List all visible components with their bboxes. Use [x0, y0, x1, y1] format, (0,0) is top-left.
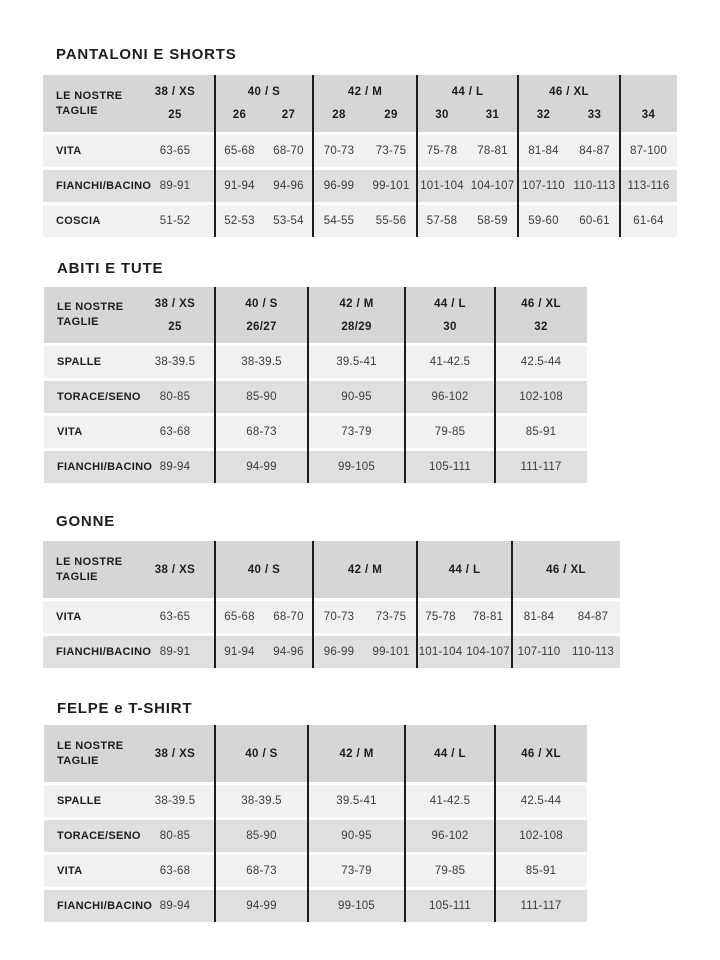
- value-cell: 55-56: [375, 215, 407, 227]
- group-divider-line: [416, 75, 418, 237]
- size-number: 32: [534, 320, 548, 333]
- corner-label-line: TAGLIE: [56, 570, 98, 583]
- size-label: 44 / L: [434, 297, 466, 310]
- size-table: [44, 287, 587, 483]
- corner-label: [44, 725, 135, 782]
- value-cell: 99-105: [337, 900, 375, 912]
- group-divider-line: [312, 541, 314, 668]
- size-group: [495, 725, 587, 782]
- size-label: 44 / L: [451, 86, 484, 98]
- size-numbers-row: [620, 108, 677, 122]
- group-divider-line: [416, 541, 418, 668]
- value-cell: 96-102: [431, 830, 469, 842]
- value-cell: 94-99: [246, 900, 277, 912]
- value-cell: 63-68: [159, 426, 191, 438]
- size-label: 38 / XS: [154, 86, 196, 98]
- value-cell: 53-54: [273, 215, 304, 227]
- value-cell: 79-85: [434, 426, 466, 438]
- size-label: 46 / XL: [521, 747, 561, 760]
- value-cell: 87-100: [629, 145, 667, 157]
- corner-label-line: TAGLIE: [57, 316, 99, 328]
- size-number: 29: [384, 109, 398, 121]
- size-group: [215, 541, 313, 598]
- value-cell: 85-90: [246, 830, 277, 842]
- value-cell: 63-65: [159, 145, 191, 157]
- size-label: 46 / XL: [521, 297, 561, 310]
- size-label: [620, 85, 677, 99]
- value-cell: 84-87: [579, 145, 610, 157]
- value-cell: 99-101: [372, 180, 410, 192]
- value-cell: 68-70: [273, 145, 304, 157]
- value-cell: 63-65: [159, 611, 191, 623]
- value-cell: 41-42.5: [429, 795, 471, 807]
- row-label: VITA: [56, 145, 82, 157]
- size-group: [417, 541, 512, 598]
- table-header: [44, 725, 587, 782]
- table-row: [43, 205, 677, 237]
- value-cell: 73-75: [375, 611, 407, 623]
- value-cell: 94-96: [273, 180, 304, 192]
- group-divider-line: [307, 725, 309, 922]
- size-group: [518, 75, 620, 132]
- corner-label: [43, 541, 135, 598]
- size-number: 25: [168, 320, 182, 333]
- value-cell: 80-85: [159, 391, 191, 403]
- size-numbers-row: [215, 108, 313, 122]
- size-label: 38 / XS: [154, 563, 196, 576]
- size-number: 31: [485, 109, 500, 121]
- table-row: [44, 820, 587, 852]
- value-cell: 65-68: [224, 611, 255, 623]
- size-numbers-row: [215, 320, 308, 334]
- value-cell: 68-73: [246, 426, 277, 438]
- value-cell: 54-55: [323, 215, 355, 227]
- value-cell: 58-59: [477, 215, 508, 227]
- row-label: FIANCHI/BACINO: [57, 900, 153, 912]
- size-number: 32: [536, 109, 551, 121]
- value-cell: 85-91: [525, 865, 557, 877]
- size-number: 28/29: [341, 320, 372, 333]
- table-row: [44, 785, 587, 817]
- value-cell: 101-104: [418, 646, 463, 658]
- corner-label: [43, 75, 135, 132]
- size-number: 28: [332, 109, 346, 121]
- row-label: VITA: [57, 426, 83, 438]
- group-divider-line: [511, 541, 513, 668]
- table-row: [44, 346, 587, 378]
- table-header: [44, 287, 587, 343]
- value-cell: 81-84: [528, 145, 559, 157]
- value-cell: 75-78: [426, 145, 458, 157]
- size-table: [43, 75, 677, 237]
- group-divider-line: [404, 287, 406, 483]
- section-title: FELPE e T-SHIRT: [57, 700, 193, 717]
- value-cell: 104-107: [470, 180, 515, 192]
- size-group: [135, 541, 215, 598]
- group-divider-line: [517, 75, 519, 237]
- size-label: 40 / S: [245, 297, 278, 310]
- value-cell: 110-113: [573, 180, 616, 192]
- size-number: 25: [168, 109, 182, 121]
- size-number: 33: [587, 109, 602, 121]
- row-label: FIANCHI/BACINO: [56, 180, 152, 192]
- row-label: VITA: [56, 611, 82, 623]
- size-group: [405, 725, 495, 782]
- size-label: 42 / M: [347, 86, 383, 98]
- value-cell: 70-73: [323, 145, 355, 157]
- row-label: COSCIA: [56, 215, 101, 227]
- value-cell: 80-85: [159, 830, 191, 842]
- size-label: 40 / S: [247, 563, 281, 576]
- corner-label-line: LE NOSTRE: [56, 89, 123, 102]
- value-cell: 85-90: [246, 391, 277, 403]
- value-cell: 89-94: [159, 461, 191, 473]
- value-cell: 84-87: [577, 611, 609, 623]
- value-cell: 68-73: [246, 865, 277, 877]
- section-title: GONNE: [56, 513, 116, 530]
- value-cell: 94-96: [273, 646, 304, 658]
- value-cell: 70-73: [323, 611, 355, 623]
- value-cell: 63-68: [159, 865, 191, 877]
- value-cell: 39.5-41: [336, 795, 377, 807]
- group-divider-line: [494, 287, 496, 483]
- corner-label-line: LE NOSTRE: [57, 739, 124, 752]
- size-number: 26: [232, 109, 247, 121]
- value-cell: 104-107: [466, 646, 510, 658]
- table-row: [44, 381, 587, 413]
- value-cell: 78-81: [477, 145, 508, 157]
- value-cell: 42.5-44: [520, 795, 562, 807]
- group-divider-line: [214, 287, 216, 483]
- value-cell: 90-95: [341, 830, 372, 842]
- value-cell: 107-110: [522, 180, 565, 192]
- row-label: SPALLE: [57, 795, 102, 807]
- value-cell: 78-81: [472, 611, 504, 623]
- value-cell: 79-85: [434, 865, 466, 877]
- value-cell: 38-39.5: [241, 356, 282, 368]
- value-cell: 65-68: [224, 145, 255, 157]
- size-group: [215, 287, 308, 343]
- value-cell: 73-75: [375, 145, 407, 157]
- value-cell: 85-91: [525, 426, 557, 438]
- size-label: 44 / L: [434, 747, 466, 760]
- size-number: 34: [641, 109, 656, 121]
- size-numbers-row: [135, 108, 215, 122]
- value-cell: 60-61: [579, 215, 610, 227]
- value-cell: 51-52: [159, 215, 191, 227]
- value-cell: 52-53: [224, 215, 255, 227]
- value-cell: 96-99: [323, 180, 355, 192]
- table-row: [44, 855, 587, 887]
- size-table: [44, 725, 587, 922]
- size-group: [308, 725, 405, 782]
- size-group: [135, 75, 215, 132]
- value-cell: 90-95: [341, 391, 372, 403]
- size-group: [405, 287, 495, 343]
- size-number: 26/27: [246, 320, 277, 333]
- size-number: 27: [281, 109, 296, 121]
- value-cell: 96-99: [323, 646, 355, 658]
- value-cell: 91-94: [224, 180, 255, 192]
- size-numbers-row: [313, 108, 417, 122]
- size-numbers-row: [518, 108, 620, 122]
- table-row: [43, 170, 677, 202]
- group-divider-line: [404, 725, 406, 922]
- value-cell: 89-94: [159, 900, 191, 912]
- value-cell: 99-105: [337, 461, 375, 473]
- row-label: TORACE/SENO: [57, 391, 141, 403]
- group-divider-line: [214, 541, 216, 668]
- size-group: [308, 287, 405, 343]
- value-cell: 89-91: [159, 180, 191, 192]
- value-cell: 111-117: [520, 461, 562, 473]
- size-group: [620, 75, 677, 132]
- table-row: [43, 636, 620, 668]
- value-cell: 81-84: [523, 611, 555, 623]
- corner-label-line: TAGLIE: [56, 104, 98, 117]
- group-divider-line: [312, 75, 314, 237]
- corner-label-line: LE NOSTRE: [56, 555, 123, 568]
- group-divider-line: [307, 287, 309, 483]
- size-group: [313, 541, 417, 598]
- size-label: 44 / L: [448, 563, 481, 576]
- row-label: FIANCHI/BACINO: [56, 646, 152, 658]
- table-row: [44, 451, 587, 483]
- value-cell: 102-108: [519, 391, 563, 403]
- size-group: [215, 725, 308, 782]
- value-cell: 94-99: [246, 461, 277, 473]
- corner-label-line: LE NOSTRE: [57, 301, 124, 313]
- size-group: [135, 725, 215, 782]
- group-divider-line: [494, 725, 496, 922]
- value-cell: 59-60: [528, 215, 559, 227]
- corner-label-line: TAGLIE: [57, 754, 99, 767]
- value-cell: 42.5-44: [520, 356, 562, 368]
- size-label: 38 / XS: [154, 297, 196, 310]
- size-numbers-row: [495, 320, 587, 334]
- row-label: FIANCHI/BACINO: [57, 461, 153, 473]
- size-label: 40 / S: [245, 747, 278, 760]
- size-label: 38 / XS: [154, 747, 196, 760]
- table-row: [44, 416, 587, 448]
- value-cell: 105-111: [429, 461, 471, 473]
- value-cell: 61-64: [633, 215, 664, 227]
- table-row: [44, 890, 587, 922]
- size-table: [43, 541, 620, 668]
- value-cell: 73-79: [341, 426, 372, 438]
- value-cell: 99-101: [372, 646, 410, 658]
- size-numbers-row: [135, 320, 215, 334]
- row-label: SPALLE: [57, 356, 102, 368]
- corner-label: [44, 287, 135, 343]
- table-row: [43, 135, 677, 167]
- size-label: 42 / M: [339, 297, 374, 310]
- value-cell: 73-79: [341, 865, 372, 877]
- size-label: 42 / M: [339, 747, 374, 760]
- value-cell: 41-42.5: [429, 356, 471, 368]
- value-cell: 105-111: [429, 900, 471, 912]
- group-divider-line: [619, 75, 621, 237]
- value-cell: 101-104: [420, 180, 464, 192]
- size-numbers-row: [308, 320, 405, 334]
- table-row: [43, 601, 620, 633]
- size-numbers-row: [405, 320, 495, 334]
- value-cell: 68-70: [273, 611, 304, 623]
- size-label: 42 / M: [347, 563, 383, 576]
- table-header: [43, 75, 677, 132]
- section-title: PANTALONI E SHORTS: [56, 46, 237, 63]
- size-number: 30: [443, 320, 457, 333]
- size-label: 46 / XL: [549, 86, 589, 98]
- value-cell: 107-110: [517, 646, 561, 658]
- value-cell: 75-78: [425, 611, 456, 623]
- size-group: [215, 75, 313, 132]
- value-cell: 96-102: [431, 391, 469, 403]
- value-cell: 39.5-41: [336, 356, 377, 368]
- value-cell: 57-58: [426, 215, 458, 227]
- value-cell: 38-39.5: [154, 356, 196, 368]
- row-label: VITA: [57, 865, 83, 877]
- group-divider-line: [214, 75, 216, 237]
- value-cell: 113-116: [627, 180, 670, 192]
- size-label: 40 / S: [247, 86, 281, 98]
- value-cell: 91-94: [224, 646, 255, 658]
- row-label: TORACE/SENO: [57, 830, 141, 842]
- value-cell: 38-39.5: [154, 795, 196, 807]
- size-numbers-row: [417, 108, 518, 122]
- section-title: ABITI E TUTE: [57, 260, 164, 277]
- value-cell: 111-117: [520, 900, 562, 912]
- group-divider-line: [214, 725, 216, 922]
- value-cell: 102-108: [519, 830, 563, 842]
- size-number: 30: [435, 109, 449, 121]
- size-label: 46 / XL: [546, 563, 586, 576]
- value-cell: 89-91: [159, 646, 191, 658]
- table-header: [43, 541, 620, 598]
- size-group: [313, 75, 417, 132]
- value-cell: 38-39.5: [241, 795, 282, 807]
- size-group: [417, 75, 518, 132]
- size-group: [135, 287, 215, 343]
- size-group: [495, 287, 587, 343]
- size-group: [512, 541, 620, 598]
- value-cell: 110-113: [572, 646, 614, 658]
